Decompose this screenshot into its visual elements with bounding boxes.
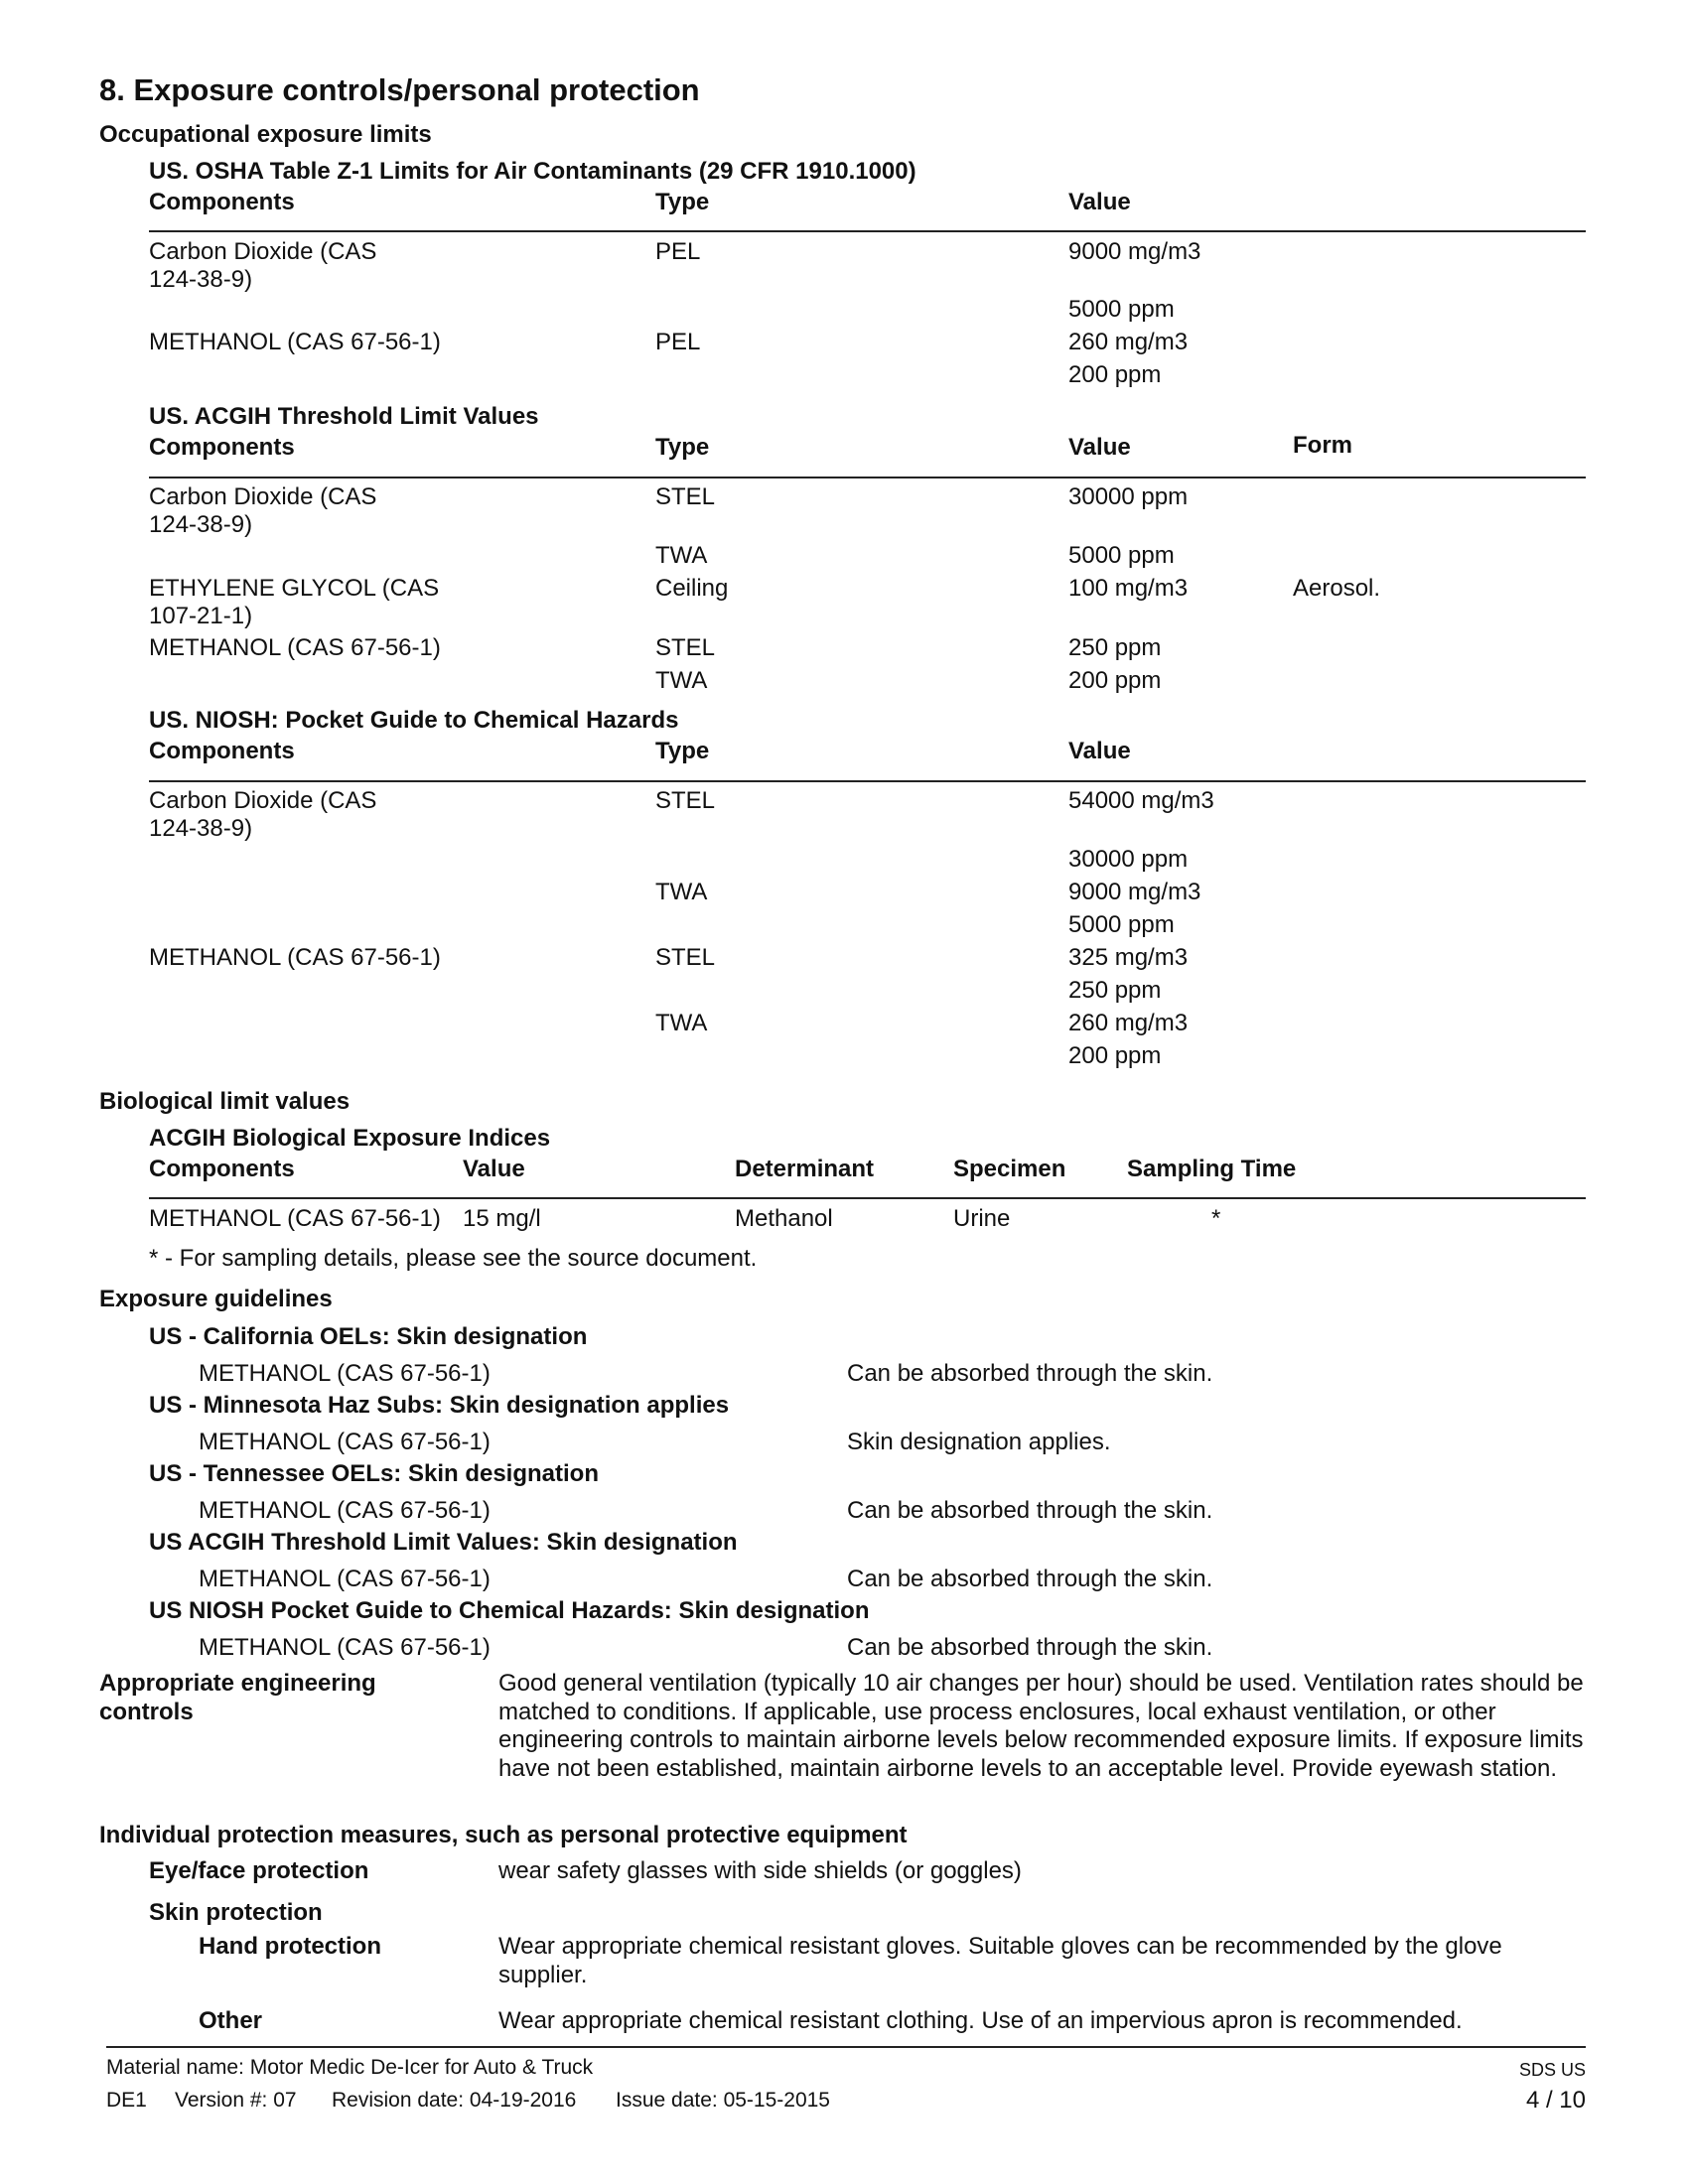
ppe-heading: Individual protection measures, such as personal protective equipment (99, 1822, 908, 1848)
biological-title: ACGIH Biological Exposure Indices (149, 1125, 551, 1152)
column-header: Type (655, 738, 710, 764)
guideline-text: Can be absorbed through the skin. (847, 1497, 1213, 1524)
column-header: Value (463, 1156, 525, 1182)
table-cell: 200 ppm (1068, 1042, 1162, 1069)
niosh-title: US. NIOSH: Pocket Guide to Chemical Hazards (149, 707, 679, 734)
guideline-text: Can be absorbed through the skin. (847, 1360, 1213, 1387)
table-cell: 124-38-9) (149, 266, 253, 293)
table-cell: 250 ppm (1068, 977, 1162, 1004)
table-cell: TWA (655, 879, 708, 905)
occupational-heading: Occupational exposure limits (99, 121, 432, 148)
table-cell: Ceiling (655, 575, 729, 602)
guideline-text: Can be absorbed through the skin. (847, 1634, 1213, 1661)
table-cell: STEL (655, 634, 716, 661)
table-cell: 5000 ppm (1068, 296, 1175, 323)
guideline-title: US NIOSH Pocket Guide to Chemical Hazards: Skin designation (149, 1597, 870, 1624)
table-cell: STEL (655, 483, 716, 510)
guidelines-heading: Exposure guidelines (99, 1286, 333, 1312)
header-rule (149, 780, 1586, 782)
column-header: Components (149, 1156, 295, 1182)
table-cell: 200 ppm (1068, 361, 1162, 388)
table-cell: 9000 mg/m3 (1068, 238, 1201, 265)
guideline-title: US - Tennessee OELs: Skin designation (149, 1460, 599, 1487)
footer-revision: Revision date: 04-19-2016 (332, 2089, 577, 2112)
table-cell: PEL (655, 238, 701, 265)
footer-material: Material name: Motor Medic De-Icer for Auto & Truck (106, 2056, 594, 2079)
column-header: Specimen (953, 1156, 1066, 1182)
osha-title: US. OSHA Table Z-1 Limits for Air Contaminants (29 CFR 1910.1000) (149, 158, 916, 185)
column-header: Components (149, 434, 295, 461)
footer-version: Version #: 07 (175, 2089, 297, 2112)
guideline-component: METHANOL (CAS 67-56-1) (199, 1360, 491, 1387)
sampling-note: * - For sampling details, please see the source document. (149, 1245, 758, 1272)
table-cell: 124-38-9) (149, 511, 253, 538)
column-header: Components (149, 189, 295, 215)
table-cell: METHANOL (CAS 67-56-1) (149, 329, 441, 355)
guideline-title: US ACGIH Threshold Limit Values: Skin designation (149, 1529, 738, 1556)
table-cell: 9000 mg/m3 (1068, 879, 1201, 905)
footer-rule (106, 2046, 1586, 2048)
table-cell: 250 ppm (1068, 634, 1162, 661)
guideline-text: Skin designation applies. (847, 1429, 1111, 1455)
table-cell: 260 mg/m3 (1068, 329, 1189, 355)
table-cell: 15 mg/l (463, 1205, 541, 1232)
engineering-label-2: controls (99, 1699, 194, 1725)
table-cell: 124-38-9) (149, 815, 253, 842)
column-header: Components (149, 738, 295, 764)
column-header: Type (655, 189, 710, 215)
table-cell: 107-21-1) (149, 603, 253, 629)
hand-label: Hand protection (199, 1933, 381, 1960)
table-cell: 54000 mg/m3 (1068, 787, 1214, 814)
column-header: Determinant (735, 1156, 875, 1182)
column-header: Value (1068, 434, 1131, 461)
table-cell: 100 mg/m3 (1068, 575, 1189, 602)
header-rule (149, 1197, 1586, 1199)
table-cell: Carbon Dioxide (CAS (149, 787, 377, 814)
footer-issue: Issue date: 05-15-2015 (616, 2089, 830, 2112)
table-cell: Urine (953, 1205, 1011, 1232)
guideline-component: METHANOL (CAS 67-56-1) (199, 1566, 491, 1592)
eye-label: Eye/face protection (149, 1857, 369, 1884)
column-header: Value (1068, 189, 1131, 215)
table-cell: 30000 ppm (1068, 846, 1189, 873)
column-header: Type (655, 434, 710, 461)
guideline-text: Can be absorbed through the skin. (847, 1566, 1213, 1592)
table-cell: 325 mg/m3 (1068, 944, 1189, 971)
column-header: Sampling Time (1127, 1156, 1297, 1182)
page-number: 4 / 10 (1525, 2087, 1586, 2114)
table-cell: 5000 ppm (1068, 911, 1175, 938)
table-cell: 30000 ppm (1068, 483, 1189, 510)
other-text: Wear appropriate chemical resistant clothing. Use of an impervious apron is recommended. (498, 2007, 1463, 2034)
table-cell: Carbon Dioxide (CAS (149, 238, 377, 265)
guideline-component: METHANOL (CAS 67-56-1) (199, 1497, 491, 1524)
guideline-title: US - Minnesota Haz Subs: Skin designation applies (149, 1392, 730, 1419)
engineering-text: Good general ventilation (typically 10 air changes per hour) should be used. Ventilation rates should be matched to conditions. If applicable, use process enclosures, local exhaust ventilation, or other engineering controls to maintain airborne levels below recommended exposure limits. If exposure limits have not been established, maintain airborne levels to an acceptable level. Provide eyewash station. (498, 1670, 1584, 1782)
other-label: Other (199, 2007, 263, 2034)
table-cell: Aerosol. (1293, 575, 1381, 602)
column-header: Form (1293, 432, 1352, 459)
table-cell: TWA (655, 667, 708, 694)
guideline-component: METHANOL (CAS 67-56-1) (199, 1634, 491, 1661)
table-cell: * (1211, 1205, 1221, 1232)
table-cell: 5000 ppm (1068, 542, 1175, 569)
column-header: Value (1068, 738, 1131, 764)
section-title: 8. Exposure controls/personal protection (99, 72, 700, 107)
table-cell: 260 mg/m3 (1068, 1010, 1189, 1036)
table-cell: 200 ppm (1068, 667, 1162, 694)
table-cell: METHANOL (CAS 67-56-1) (149, 944, 441, 971)
table-cell: METHANOL (CAS 67-56-1) (149, 634, 441, 661)
biological-heading: Biological limit values (99, 1088, 351, 1115)
table-cell: METHANOL (CAS 67-56-1) (149, 1205, 441, 1232)
table-cell: PEL (655, 329, 701, 355)
skin-label: Skin protection (149, 1899, 323, 1926)
table-cell: ETHYLENE GLYCOL (CAS (149, 575, 440, 602)
table-cell: STEL (655, 787, 716, 814)
header-rule (149, 230, 1586, 232)
guideline-title: US - California OELs: Skin designation (149, 1323, 588, 1350)
header-rule (149, 477, 1586, 478)
guideline-component: METHANOL (CAS 67-56-1) (199, 1429, 491, 1455)
eye-text: wear safety glasses with side shields (or goggles) (498, 1857, 1022, 1884)
footer-sds: SDS US (1518, 2060, 1586, 2080)
acgih-title: US. ACGIH Threshold Limit Values (149, 403, 539, 430)
table-cell: TWA (655, 542, 708, 569)
footer-code: DE1 (106, 2089, 147, 2112)
table-cell: Carbon Dioxide (CAS (149, 483, 377, 510)
table-cell: STEL (655, 944, 716, 971)
table-cell: TWA (655, 1010, 708, 1036)
table-cell: Methanol (735, 1205, 833, 1232)
engineering-label: Appropriate engineering (99, 1670, 376, 1697)
hand-text: Wear appropriate chemical resistant gloves. Suitable gloves can be recommended by the glove supplier. (498, 1933, 1502, 1988)
